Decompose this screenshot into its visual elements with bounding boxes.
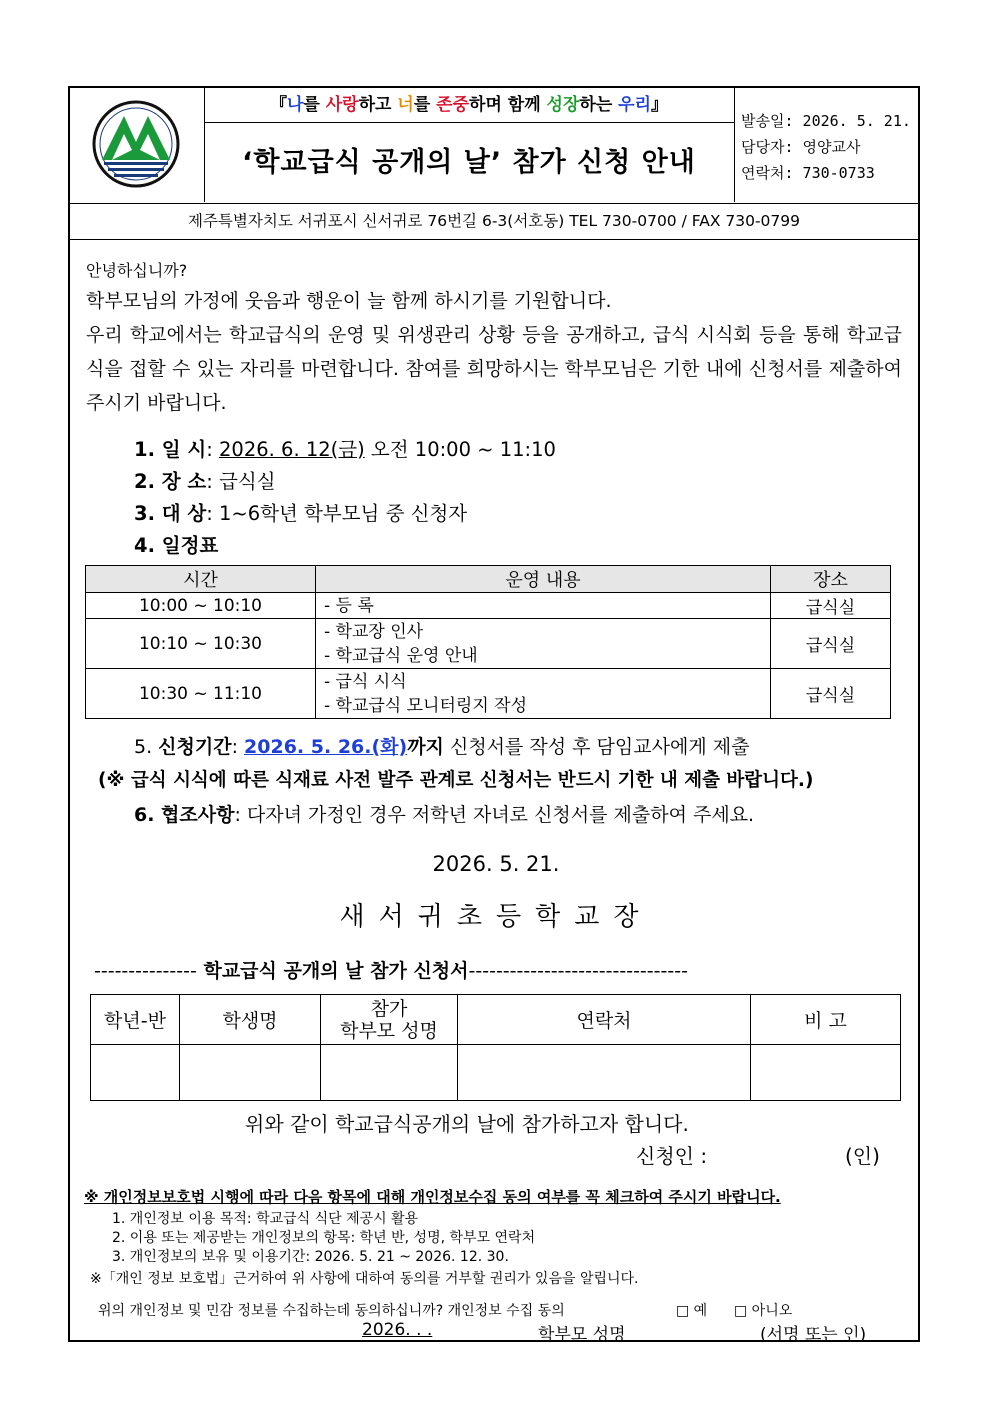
form-col-student: 학생명	[180, 995, 321, 1045]
item-date-label: 1. 일 시	[134, 438, 207, 461]
apply-label: 신청기간	[158, 736, 232, 758]
privacy-right: ※「개인 정보 보호법」근거하여 위 사항에 대하여 동의를 거부할 권리가 있음을 알립니다.	[90, 1271, 639, 1287]
signoff-date: 2026. 5. 21.	[432, 852, 560, 876]
item-place: 2. 장 소: 급식실	[134, 470, 276, 493]
apply-num: 5.	[134, 736, 159, 758]
consent-question: 위의 개인정보 및 민감 정보를 수집하는데 동의하십니까? 개인정보 수집 동의	[98, 1303, 565, 1319]
form-dash-left: ---------------	[94, 960, 197, 982]
privacy-notice: ※ 개인정보보호법 시행에 따라 다음 항목에 대해 개인정보수집 동의 여부를 꼭 체크하여 주시기 바랍니다.	[84, 1188, 781, 1206]
slogan-part: 』	[651, 95, 669, 115]
schedule-line: - 학교급식 운영 안내	[324, 645, 478, 666]
slogan-part: 사랑	[325, 95, 359, 115]
school-logo-icon	[68, 86, 204, 202]
schedule-content	[316, 593, 771, 619]
schedule-col-place: 장소	[771, 566, 891, 593]
apply-deadline: 2026. 5. 26.(화)	[244, 736, 408, 758]
table-row	[86, 619, 891, 669]
title-cell	[204, 86, 734, 202]
slogan-part: 우리	[618, 95, 652, 115]
intro-paragraph-2: 우리 학교에서는 학교급식의 운영 및 위생관리 상황 등을 공개하고, 급식 시식회 등을 통해 학교급식을 접할 수 있는 자리를 마련합니다. 참여를 희망하시는 학부모님은 기한 내에 신청서를 제출하여 주시기 바랍니다.	[86, 324, 902, 414]
form-dash-right: --------------------------------	[468, 960, 688, 982]
item-date-time: 오전 10:00 ~ 11:10	[364, 438, 556, 461]
sign-parent-field[interactable]	[650, 1320, 750, 1341]
schedule-col-content: 운영 내용	[316, 566, 771, 593]
consent-yes-checkbox[interactable]: □ 예	[676, 1303, 708, 1319]
sent-date: 발송일: 2026. 5. 21.	[741, 112, 911, 130]
applicant-label: 신청인 :	[636, 1144, 708, 1168]
item-date: 1. 일 시: 2026. 6. 12(금) 오전 10:00 ~ 11:10	[134, 438, 556, 461]
schedule-time: 10:30 ~ 11:10	[86, 669, 316, 719]
item-date-value: 2026. 6. 12(금)	[219, 438, 365, 461]
privacy-item-3: 3. 개인정보의 보유 및 이용기간: 2026. 5. 21 ~ 2026. 12. 30.	[112, 1249, 509, 1265]
greeting: 안녕하십니까?	[86, 261, 188, 280]
schedule-line: - 학교장 인사	[324, 621, 424, 642]
item-target: 3. 대 상: 1~6학년 학부모님 중 신청자	[134, 502, 468, 525]
school-address: 제주특별자치도 서귀포시 신서귀로 76번길 6-3(서호동) TEL 730-0700 / FAX 730-0799	[68, 204, 920, 240]
signoff-school: 새서귀초등학교장	[339, 902, 653, 932]
apply-colon: :	[231, 736, 245, 758]
privacy-item-1: 1. 개인정보 이용 목적: 학교급식 식단 제공시 활용	[112, 1211, 419, 1227]
slogan-part: 를	[413, 95, 437, 115]
form-title-line	[94, 956, 884, 983]
schedule-line: - 등 록	[324, 595, 374, 616]
apply-warning: (※ 급식 시식에 따른 식재료 사전 발주 관계로 신청서는 반드시 기한 내 제출 바랍니다.)	[98, 770, 814, 791]
sign-date: 2026. . .	[362, 1320, 433, 1340]
slogan-part: 하고	[358, 95, 398, 115]
table-row	[86, 593, 891, 619]
item-place-label: 2. 장 소	[134, 470, 207, 493]
application-form-table	[90, 994, 901, 1101]
schedule-table	[85, 565, 891, 719]
form-statement: 위와 같이 학교급식공개의 날에 참가하고자 합니다.	[245, 1112, 689, 1136]
contact-number: 연락처: 730-0733	[741, 164, 875, 182]
meta-cell	[734, 86, 919, 202]
schedule-time: 10:00 ~ 10:10	[86, 593, 316, 619]
slogan-part: 존중	[436, 95, 470, 115]
form-header-row	[91, 995, 901, 1045]
cooperation	[134, 800, 754, 827]
schedule-place: 급식실	[771, 593, 891, 619]
coop-text: : 다자녀 가정인 경우 저학년 자녀로 신청서를 제출하여 주세요.	[234, 804, 755, 826]
item-schedule-label: 4. 일정표	[134, 534, 219, 557]
school-logo-cell	[68, 86, 205, 202]
schedule-line: - 급식 시식	[324, 671, 407, 692]
form-col-parent-line1: 참가	[370, 997, 408, 1020]
schedule-line: - 학교급식 모니터링지 작성	[324, 695, 527, 716]
item-place-value: 급식실	[219, 470, 276, 493]
schedule-place: 급식실	[771, 669, 891, 719]
apply-rest: 신청서를 작성 후 담임교사에게 제출	[443, 736, 750, 758]
slogan-part: 를	[303, 95, 326, 115]
slogan-open: 『	[269, 95, 287, 115]
form-col-contact: 연락처	[458, 995, 751, 1045]
contact-field[interactable]	[458, 1045, 751, 1101]
form-col-note: 비 고	[751, 995, 901, 1045]
privacy-item-2: 2. 이용 또는 제공받는 개인정보의 항목: 학년 반, 성명, 학부모 연락처	[112, 1230, 536, 1246]
grade-field[interactable]	[91, 1045, 180, 1101]
letter-header	[68, 86, 920, 204]
coop-label: 6. 협조사항	[134, 804, 235, 826]
table-row	[86, 669, 891, 719]
item-schedule	[134, 530, 218, 558]
slogan-part: 하는	[579, 95, 619, 115]
form-title: 학교급식 공개의 날 참가 신청서	[196, 960, 469, 982]
item-target-label: 3. 대 상	[134, 502, 207, 525]
sign-note: (서명 또는 인)	[760, 1325, 867, 1345]
schedule-content	[316, 619, 771, 669]
apply-until: 까지	[407, 736, 444, 758]
slogan-part: 너	[397, 95, 414, 115]
form-input-row	[91, 1045, 901, 1101]
item-target-value: 1~6학년 학부모님 중 신청자	[219, 502, 468, 525]
slogan-part: 성장	[546, 95, 580, 115]
schedule-content	[316, 669, 771, 719]
parent-name-field[interactable]	[321, 1045, 458, 1101]
form-col-parent-line2: 학부모 성명	[340, 1019, 438, 1042]
document-title: ‘학교급식 공개의 날’ 참가 신청 안내	[242, 147, 696, 178]
slogan-part: 하며 함께	[469, 95, 547, 115]
note-field[interactable]	[751, 1045, 901, 1101]
slogan-part: 나	[286, 95, 304, 115]
schedule-header-row	[86, 566, 891, 593]
schedule-col-time: 시간	[86, 566, 316, 593]
form-col-parent	[321, 995, 458, 1045]
form-col-grade: 학년-반	[91, 995, 180, 1045]
apply-period	[134, 732, 749, 759]
intro-paragraph-1: 학부모님의 가정에 웃음과 행운이 늘 함께 하시기를 기원합니다.	[86, 290, 612, 312]
applicant-seal: (인)	[845, 1144, 880, 1168]
schedule-place: 급식실	[771, 619, 891, 669]
student-name-field[interactable]	[180, 1045, 321, 1101]
manager: 담당자: 영양교사	[741, 138, 861, 156]
consent-no-checkbox[interactable]: □ 아니오	[734, 1303, 793, 1319]
sign-parent-label: 학부모 성명	[538, 1325, 626, 1345]
schedule-time: 10:10 ~ 10:30	[86, 619, 316, 669]
school-slogan	[204, 88, 734, 123]
